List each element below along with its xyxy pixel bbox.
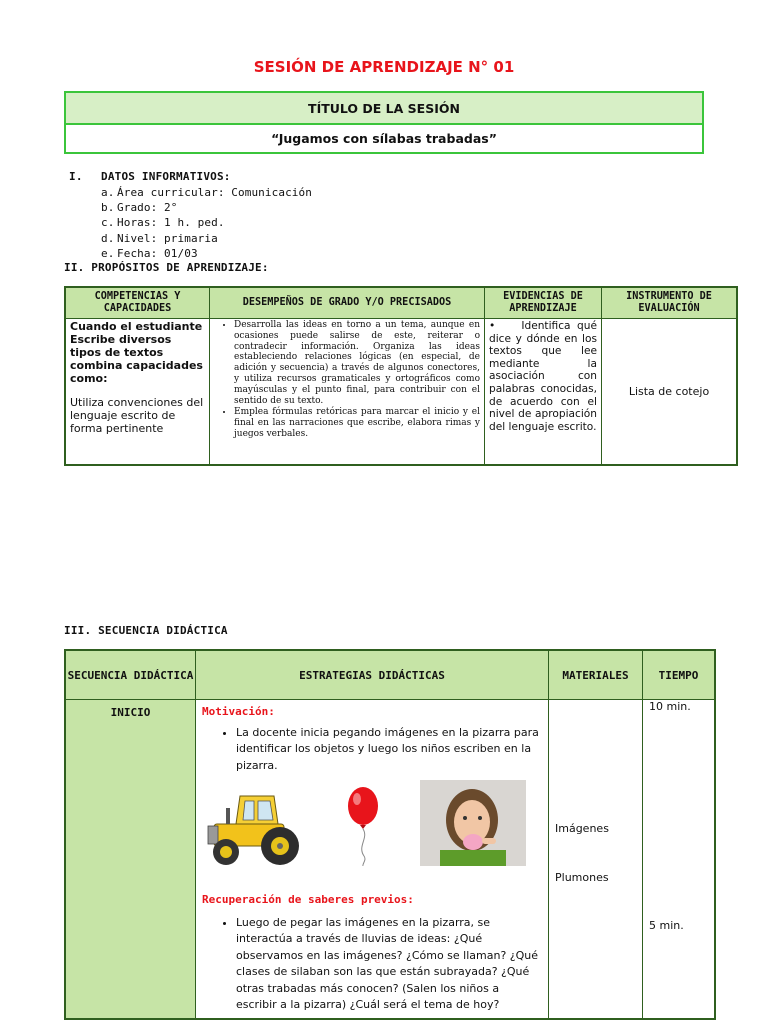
info-text: Grado: 2°	[117, 201, 178, 215]
time-recuperacion: 5 min.	[649, 919, 684, 932]
info-letter: e.	[101, 246, 115, 260]
images-row	[202, 780, 542, 880]
info-letter: d.	[101, 231, 115, 245]
evidencia-bullet: •	[489, 320, 496, 332]
instrumento-cell: Lista de cotejo	[602, 319, 738, 465]
info-text: Horas: 1 h. ped.	[117, 216, 225, 230]
section-1-title: DATOS INFORMATIVOS:	[101, 170, 231, 183]
evidencia-text: Identifica qué dice y dónde en los textos que lee mediante la asociación con palabras conocidas, de acuerdo con el nivel de apropiación del lenguaje escrito.	[489, 320, 597, 433]
purposes-row	[65, 319, 737, 465]
info-item-nivel	[101, 231, 312, 246]
header-tiempo: TIEMPO	[643, 650, 716, 700]
time-cell	[643, 700, 716, 1019]
material-plumones: Plumones	[555, 871, 609, 884]
section-1-number: I.	[69, 170, 83, 183]
header-evidencias: EVIDENCIAS DE APRENDIZAJE	[485, 287, 602, 319]
evidencias-cell	[485, 319, 602, 465]
sequence-table	[64, 649, 716, 1020]
info-list	[101, 185, 312, 261]
materials-cell	[549, 700, 643, 1019]
girl-bubblegum-image	[420, 780, 526, 866]
tractor-image	[196, 786, 306, 871]
header-estrategias: ESTRATEGIAS DIDÁCTICAS	[196, 650, 549, 700]
competencias-cell	[65, 319, 210, 465]
info-text: Fecha: 01/03	[117, 246, 198, 260]
info-letter: c.	[101, 216, 115, 230]
document-title: SESIÓN DE APRENDIZAJE N° 01	[253, 58, 515, 76]
motivacion-title: Motivación:	[202, 705, 275, 718]
session-title-header: TÍTULO DE LA SESIÓN	[66, 93, 702, 125]
header-desempenos: DESEMPEÑOS DE GRADO Y/O PRECISADOS	[210, 287, 485, 319]
info-item-horas	[101, 215, 312, 230]
session-title-name: “Jugamos con sílabas trabadas”	[271, 131, 497, 146]
info-item-fecha	[101, 246, 312, 261]
section-2-heading: II. PROPÓSITOS DE APRENDIZAJE:	[64, 261, 269, 274]
header-materiales: MATERIALES	[549, 650, 643, 700]
motivacion-item: • La docente inicia pegando imágenes en la pizarra para identificar los objetos y luego los niños escriben en la pizarra.	[236, 725, 542, 775]
desempeno-item: • Desarrolla las ideas en torno a un tema, aunque en ocasiones puede salirse de este, reiterar o contradecir información. Organiza las ideas estableciendo relaciones lógicas (en especial, de adición y secuencia) a través de algunos conectores, y utiliza recursos gramaticales y ortográficos como mayúsculas y el punto final, para contribuir con el sentido de su texto.	[234, 320, 480, 406]
time-motivacion: 10 min.	[649, 700, 691, 713]
header-secuencia: SECUENCIA DIDÁCTICA	[65, 650, 196, 700]
info-text: Área curricular: Comunicación	[117, 186, 312, 199]
info-letter: b.	[101, 201, 115, 215]
info-item-grado	[101, 200, 312, 215]
purposes-header-row	[65, 287, 737, 319]
balloon-image	[343, 786, 383, 866]
desempeno-item: • Emplea fórmulas retóricas para marcar el inicio y el final en las narraciones que escribe, elabora rimas y juegos verbales.	[234, 407, 480, 439]
competencia-bold-text: Cuando el estudiante Escribe diversos tipos de textos combina capacidades como:	[70, 320, 203, 385]
info-letter: a.	[101, 186, 115, 199]
session-title-box	[64, 91, 704, 154]
competencia-text: Utiliza convenciones del lenguaje escrito de forma pertinente	[70, 396, 204, 435]
purposes-table	[64, 286, 738, 466]
sequence-header-row	[65, 650, 715, 700]
info-item-area	[101, 185, 312, 200]
header-instrumento: INSTRUMENTO DE EVALUACIÓN	[602, 287, 738, 319]
material-imagenes: Imágenes	[555, 822, 609, 835]
section-3-heading: III. SECUENCIA DIDÁCTICA	[64, 624, 228, 637]
recuperacion-title: Recuperación de saberes previos:	[202, 893, 414, 906]
strategies-cell	[196, 700, 549, 1019]
recuperacion-item: • Luego de pegar las imágenes en la pizarra, se interactúa a través de lluvias de ideas: ¿Qué observamos en las imágenes? ¿Cómo se llaman? ¿Qué clases de silaban son las que están subrayada? ¿Qué otras trabadas más conocen? (Salen los niños a escribir a la pizarra) ¿Cuál será el tema de hoy?	[236, 915, 542, 1014]
inicio-row	[65, 700, 715, 1019]
info-text: Nivel: primaria	[117, 231, 218, 245]
desempenos-cell	[210, 319, 485, 465]
header-competencias: COMPETENCIAS Y CAPACIDADES	[65, 287, 210, 319]
phase-inicio: INICIO	[65, 700, 196, 1019]
section-1-heading	[69, 170, 231, 183]
